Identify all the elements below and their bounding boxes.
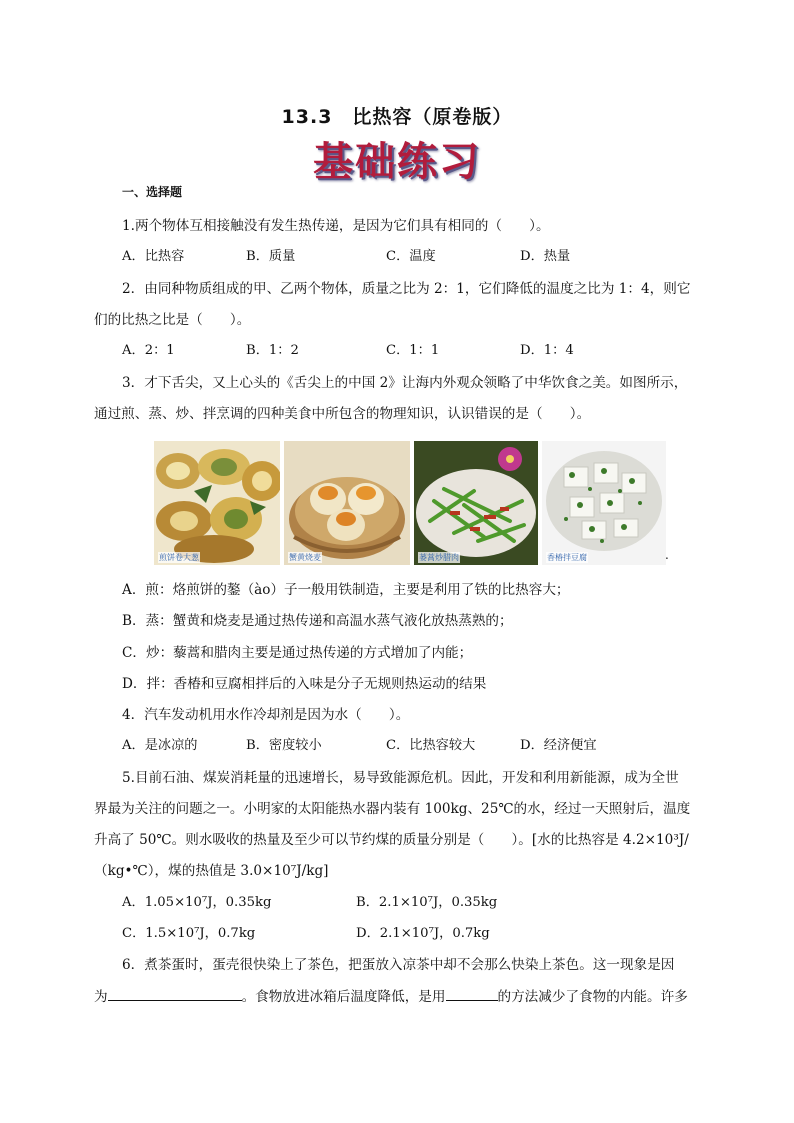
q6-text-b: 。食物放进冰箱后温度降低，是用: [241, 989, 446, 1005]
banner-heading: 基础练习: [313, 139, 481, 185]
option-d: D．2.1×10⁷J，0.7kg: [356, 926, 490, 941]
question-2-line-1: 2．由同种物质组成的甲、乙两个物体，质量之比为 2：1，它们降低的温度之比为 1：4，则它: [122, 281, 691, 297]
option-b: B．质量: [246, 249, 296, 264]
option-c: C．温度: [386, 249, 436, 264]
food-photo-strip: [154, 441, 666, 565]
question-3-option-c: C．炒：藜蒿和腊肉主要是通过热传递的方式增加了内能；: [122, 645, 473, 661]
food-photo-pancake: [154, 441, 280, 565]
question-6-line-2: [94, 986, 704, 1007]
question-5-line-1: 5.目前石油、煤炭消耗量的迅速增长，易导致能源危机。因此，开发和利用新能源，成为全世: [122, 770, 679, 786]
question-5-line-4: （kg•℃），煤的热值是 3.0×10⁷J/kg]: [94, 863, 329, 879]
option-a: A．是冰凉的: [122, 738, 198, 753]
question-5-line-2: 界最为关注的问题之一。小明家的太阳能热水器内装有 100kg、25℃的水，经过一天照射后，温度: [94, 801, 691, 817]
photo-caption: 蒌蒿炒腊肉: [419, 553, 459, 562]
option-a: A．比热容: [122, 249, 185, 264]
option-b: B．1：2: [246, 343, 299, 358]
option-d: D．热量: [520, 249, 571, 264]
q6-text-c: 的方法减少了食物的内能。许多: [497, 989, 688, 1005]
option-a: A．1.05×10⁷J，0.35kg: [122, 895, 272, 910]
question-1-stem: 1.两个物体互相接触没有发生热传递，是因为它们具有相同的（ ）。: [122, 218, 550, 234]
food-photo-siumai: [284, 441, 410, 565]
question-2-line-2: 们的比热之比是（ ）。: [94, 312, 251, 328]
question-3-option-b: B．蒸：蟹黄和烧麦是通过热传递和高温水蒸气液化放热蒸熟的；: [122, 613, 513, 629]
option-b: B．密度较小: [246, 738, 322, 753]
option-d: D．1：4: [520, 343, 574, 358]
food-photo-tofu: [542, 441, 666, 565]
food-photo-stirfry: [414, 441, 538, 565]
option-c: C．1：1: [386, 343, 440, 358]
question-4-stem: 4．汽车发动机用水作冷却剂是因为水（ ）。: [122, 707, 410, 723]
question-3-option-a: A．煎：烙煎饼的鏊（ào）子一般用铁制造，主要是利用了铁的比热容大；: [122, 582, 570, 598]
photo-caption: 煎饼卷大葱: [159, 553, 199, 562]
option-b: B．2.1×10⁷J，0.35kg: [356, 895, 498, 910]
question-5-line-3: 升高了 50℃。则水吸收的热量及至少可以节约煤的质量分别是（ ）。[水的比热容是 4.2×10³J/: [94, 832, 689, 848]
option-d: D．经济便宜: [520, 738, 597, 753]
photo-caption: 香椿拌豆腐: [547, 553, 587, 562]
answer-blank-1[interactable]: [108, 986, 242, 1001]
option-c: C．比热容较大: [386, 738, 476, 753]
question-3-line-1: 3．才下舌尖，又上心头的《舌尖上的中国 2》让海内外观众领略了中华饮食之美。如图所示，: [122, 375, 688, 391]
answer-blank-2[interactable]: [446, 986, 498, 1001]
question-3-line-2: 通过煎、蒸、炒、拌烹调的四种美食中所包含的物理知识，认识错误的是（ ）。: [94, 406, 591, 422]
section-heading: 一、选择题: [122, 185, 183, 199]
q6-text-a: 为: [94, 989, 108, 1005]
option-c: C．1.5×10⁷J，0.7kg: [122, 926, 256, 941]
page-title: 13.3 比热容（原卷版）: [281, 106, 513, 128]
photo-caption: 蟹黄烧麦: [289, 553, 321, 562]
option-a: A．2：1: [122, 343, 175, 358]
question-6-line-1: 6．煮茶蛋时，蛋壳很快染上了茶色，把蛋放入凉茶中却不会那么快染上茶色。这一现象是因: [122, 957, 675, 973]
figure-trailing-period: .: [665, 548, 669, 562]
question-3-option-d: D．拌：香椿和豆腐相拌后的入味是分子无规则热运动的结果: [122, 676, 487, 692]
